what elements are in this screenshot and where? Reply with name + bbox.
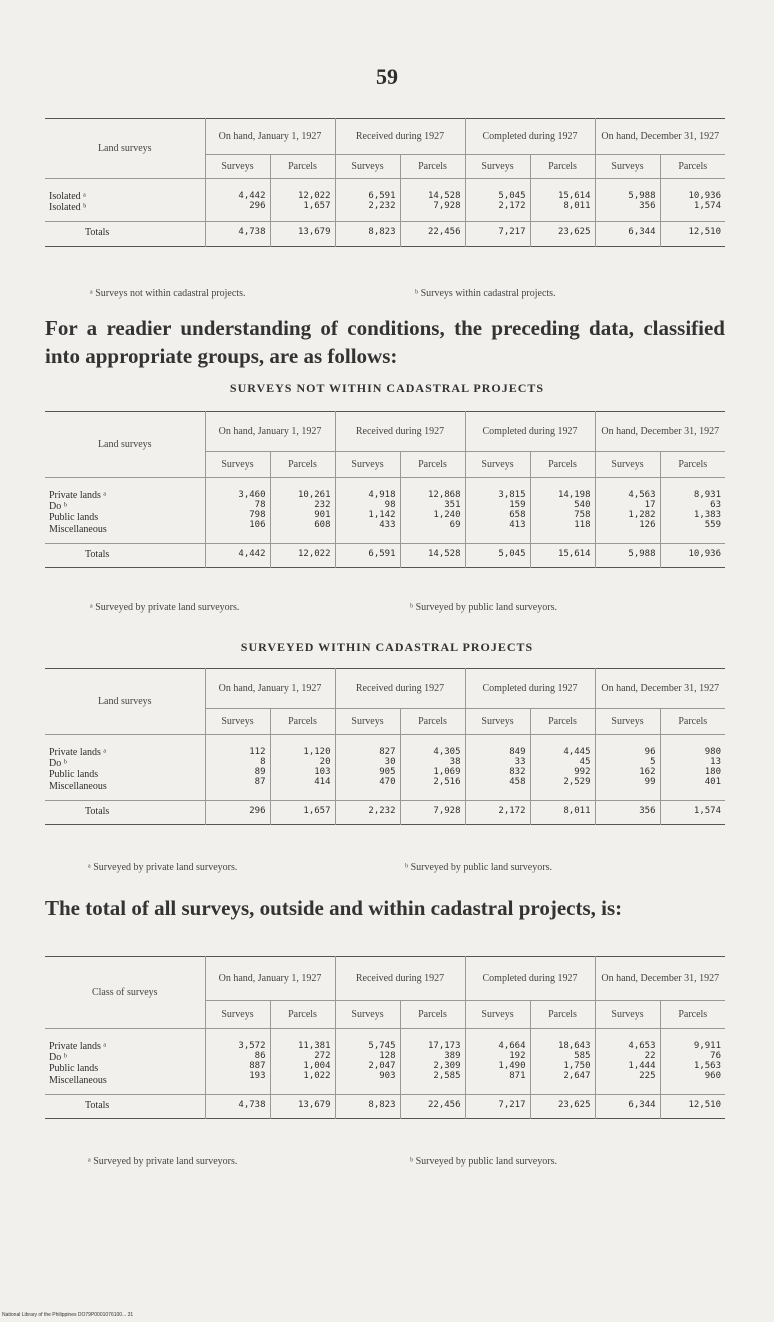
totals-label: Totals — [45, 800, 205, 824]
on-hand-dec-header: On hand, December 31, 1927 — [595, 412, 725, 452]
surveys-header: Surveys — [465, 155, 530, 179]
total-cell: 12,510 — [660, 222, 725, 246]
footnote-b: ᵇ Surveyed by public land surveyors. — [410, 602, 557, 613]
cell-surveys-completed: 5,045 2,172 — [465, 179, 530, 222]
total-cell: 22,456 — [400, 1094, 465, 1118]
parcels-header: Parcels — [270, 1001, 335, 1029]
on-hand-jan-header: On hand, January 1, 1927 — [205, 119, 335, 155]
parcels-header: Parcels — [530, 1001, 595, 1029]
cell-parcels-dec: 10,936 1,574 — [660, 179, 725, 222]
land-surveys-header: Land surveys — [45, 412, 205, 478]
total-cell: 296 — [205, 800, 270, 824]
total-cell: 14,528 — [400, 543, 465, 567]
totals-row — [45, 1094, 725, 1118]
total-cell: 8,823 — [335, 222, 400, 246]
cell-surveys-dec: 96 5 162 99 — [595, 735, 660, 801]
completed-header: Completed during 1927 — [465, 412, 595, 452]
totals-row — [45, 800, 725, 824]
surveys-header: Surveys — [205, 155, 270, 179]
total-cell: 13,679 — [270, 1094, 335, 1118]
parcels-header: Parcels — [270, 155, 335, 179]
cell-parcels-dec: 980 13 180 401 — [660, 735, 725, 801]
surveys-header: Surveys — [335, 155, 400, 179]
total-table — [45, 956, 725, 1119]
archive-label: National Library of the Philippines DO79P0001076100... 31 — [2, 1312, 134, 1318]
surveys-header: Surveys — [595, 452, 660, 478]
row-labels: Private lands ᵃ Do ᵇ Public lands Miscellaneous — [49, 1041, 107, 1086]
on-hand-dec-header: On hand, December 31, 1927 — [595, 669, 725, 709]
cell-parcels-jan: 1,120 20 103 414 — [270, 735, 335, 801]
totals-label: Totals — [45, 1094, 205, 1118]
surveys-header: Surveys — [465, 709, 530, 735]
parcels-header: Parcels — [400, 709, 465, 735]
row-labels: Isolated ᵃ Isolated ᵇ — [49, 191, 87, 214]
on-hand-dec-header: On hand, December 31, 1927 — [595, 119, 725, 155]
surveys-header: Surveys — [465, 452, 530, 478]
total-cell: 10,936 — [660, 543, 725, 567]
cell-parcels-completed: 4,445 45 992 2,529 — [530, 735, 595, 801]
land-surveys-header: Land surveys — [45, 119, 205, 179]
cell-parcels-jan: 12,022 1,657 — [270, 179, 335, 222]
surveys-header: Surveys — [335, 1001, 400, 1029]
total-cell: 8,011 — [530, 800, 595, 824]
total-cell: 23,625 — [530, 222, 595, 246]
received-header: Received during 1927 — [335, 669, 465, 709]
cell-parcels-jan: 10,261 232 901 608 — [270, 478, 335, 544]
footnote-b: ᵇ Surveyed by public land surveyors. — [410, 1156, 557, 1167]
cell-parcels-received: 4,305 38 1,069 2,516 — [400, 735, 465, 801]
total-cell: 1,574 — [660, 800, 725, 824]
cell-parcels-completed: 14,198 540 758 118 — [530, 478, 595, 544]
total-cell: 5,988 — [595, 543, 660, 567]
surveys-header: Surveys — [595, 1001, 660, 1029]
footnote-a: ᵃ Surveyed by private land surveyors. — [88, 862, 238, 873]
cell-parcels-completed: 15,614 8,011 — [530, 179, 595, 222]
footnote-a: ᵃ Surveyed by private land surveyors. — [90, 602, 240, 613]
total-cell: 6,591 — [335, 543, 400, 567]
cell-surveys-jan: 3,460 78 798 106 — [205, 478, 270, 544]
on-hand-jan-header: On hand, January 1, 1927 — [205, 412, 335, 452]
total-cell: 5,045 — [465, 543, 530, 567]
total-cell: 7,217 — [465, 222, 530, 246]
completed-header: Completed during 1927 — [465, 669, 595, 709]
cell-surveys-dec: 4,563 17 1,282 126 — [595, 478, 660, 544]
total-cell: 23,625 — [530, 1094, 595, 1118]
parcels-header: Parcels — [270, 709, 335, 735]
cell-surveys-completed: 3,815 159 658 413 — [465, 478, 530, 544]
section-title-not-within: SURVEYS NOT WITHIN CADASTRAL PROJECTS — [229, 381, 545, 395]
footnote-a: ᵃ Surveys not within cadastral projects. — [90, 288, 246, 299]
parcels-header: Parcels — [400, 155, 465, 179]
cell-parcels-received: 17,173 389 2,309 2,585 — [400, 1029, 465, 1095]
total-cell: 12,022 — [270, 543, 335, 567]
on-hand-jan-header: On hand, January 1, 1927 — [205, 669, 335, 709]
cell-parcels-dec: 9,911 76 1,563 960 — [660, 1029, 725, 1095]
footnote-b: ᵇ Surveys within cadastral projects. — [415, 288, 556, 299]
received-header: Received during 1927 — [335, 957, 465, 1001]
total-cell: 356 — [595, 800, 660, 824]
totals-row — [45, 543, 725, 567]
cell-parcels-received: 14,528 7,928 — [400, 179, 465, 222]
surveys-header: Surveys — [205, 709, 270, 735]
total-cell: 4,442 — [205, 543, 270, 567]
cell-parcels-dec: 8,931 63 1,383 559 — [660, 478, 725, 544]
total-cell: 1,657 — [270, 800, 335, 824]
parcels-header: Parcels — [270, 452, 335, 478]
summary-table — [45, 118, 725, 247]
total-cell: 2,232 — [335, 800, 400, 824]
cell-surveys-received: 827 30 905 470 — [335, 735, 400, 801]
total-cell: 2,172 — [465, 800, 530, 824]
surveys-header: Surveys — [335, 452, 400, 478]
cell-surveys-completed: 4,664 192 1,490 871 — [465, 1029, 530, 1095]
total-cell: 22,456 — [400, 222, 465, 246]
parcels-header: Parcels — [530, 709, 595, 735]
on-hand-dec-header: On hand, December 31, 1927 — [595, 957, 725, 1001]
surveys-header: Surveys — [335, 709, 400, 735]
table-data-row — [45, 735, 725, 801]
cell-parcels-received: 12,868 351 1,240 69 — [400, 478, 465, 544]
row-labels: Private lands ᵃ Do ᵇ Public lands Miscellaneous — [49, 747, 107, 792]
total-cell: 12,510 — [660, 1094, 725, 1118]
completed-header: Completed during 1927 — [465, 957, 595, 1001]
parcels-header: Parcels — [660, 1001, 725, 1029]
cell-surveys-jan: 112 8 89 87 — [205, 735, 270, 801]
parcels-header: Parcels — [400, 1001, 465, 1029]
total-cell: 7,217 — [465, 1094, 530, 1118]
class-of-surveys-header: Class of surveys — [45, 957, 205, 1029]
total-paragraph: The total of all surveys, outside and within cadastral projects, is: — [45, 896, 623, 920]
cell-surveys-received: 6,591 2,232 — [335, 179, 400, 222]
surveys-header: Surveys — [205, 1001, 270, 1029]
section-title-within: SURVEYED WITHIN CADASTRAL PROJECTS — [240, 640, 534, 654]
page-number: 59 — [376, 64, 398, 89]
totals-label: Totals — [45, 222, 205, 246]
total-cell: 7,928 — [400, 800, 465, 824]
surveys-header: Surveys — [205, 452, 270, 478]
parcels-header: Parcels — [530, 452, 595, 478]
total-cell: 4,738 — [205, 1094, 270, 1118]
cell-surveys-dec: 5,988 356 — [595, 179, 660, 222]
on-hand-jan-header: On hand, January 1, 1927 — [205, 957, 335, 1001]
surveys-header: Surveys — [595, 155, 660, 179]
table-data-row — [45, 179, 725, 222]
cell-surveys-dec: 4,653 22 1,444 225 — [595, 1029, 660, 1095]
cell-surveys-completed: 849 33 832 458 — [465, 735, 530, 801]
footnote-a: ᵃ Surveyed by private land surveyors. — [88, 1156, 238, 1167]
completed-header: Completed during 1927 — [465, 119, 595, 155]
totals-row — [45, 222, 725, 246]
within-table — [45, 668, 725, 825]
land-surveys-header: Land surveys — [45, 669, 205, 735]
cell-surveys-received: 4,918 98 1,142 433 — [335, 478, 400, 544]
received-header: Received during 1927 — [335, 412, 465, 452]
cell-surveys-jan: 3,572 86 887 193 — [205, 1029, 270, 1095]
received-header: Received during 1927 — [335, 119, 465, 155]
intro-paragraph: For a readier understanding of conditions, the preceding data, classified into appropriate groups, are as follows: — [45, 316, 725, 369]
cell-surveys-received: 5,745 128 2,047 903 — [335, 1029, 400, 1095]
table-data-row — [45, 478, 725, 544]
parcels-header: Parcels — [660, 452, 725, 478]
totals-label: Totals — [45, 543, 205, 567]
parcels-header: Parcels — [660, 155, 725, 179]
total-cell: 6,344 — [595, 1094, 660, 1118]
parcels-header: Parcels — [400, 452, 465, 478]
total-cell: 15,614 — [530, 543, 595, 567]
total-cell: 13,679 — [270, 222, 335, 246]
surveys-header: Surveys — [595, 709, 660, 735]
cell-parcels-jan: 11,381 272 1,004 1,022 — [270, 1029, 335, 1095]
cell-surveys-jan: 4,442 296 — [205, 179, 270, 222]
total-cell: 4,738 — [205, 222, 270, 246]
surveys-header: Surveys — [465, 1001, 530, 1029]
total-cell: 8,823 — [335, 1094, 400, 1118]
cell-parcels-completed: 18,643 585 1,750 2,647 — [530, 1029, 595, 1095]
total-cell: 6,344 — [595, 222, 660, 246]
not-within-table — [45, 411, 725, 568]
parcels-header: Parcels — [660, 709, 725, 735]
footnote-b: ᵇ Surveyed by public land surveyors. — [405, 862, 552, 873]
parcels-header: Parcels — [530, 155, 595, 179]
row-labels: Private lands ᵃ Do ᵇ Public lands Miscellaneous — [49, 490, 107, 535]
table-data-row — [45, 1029, 725, 1095]
